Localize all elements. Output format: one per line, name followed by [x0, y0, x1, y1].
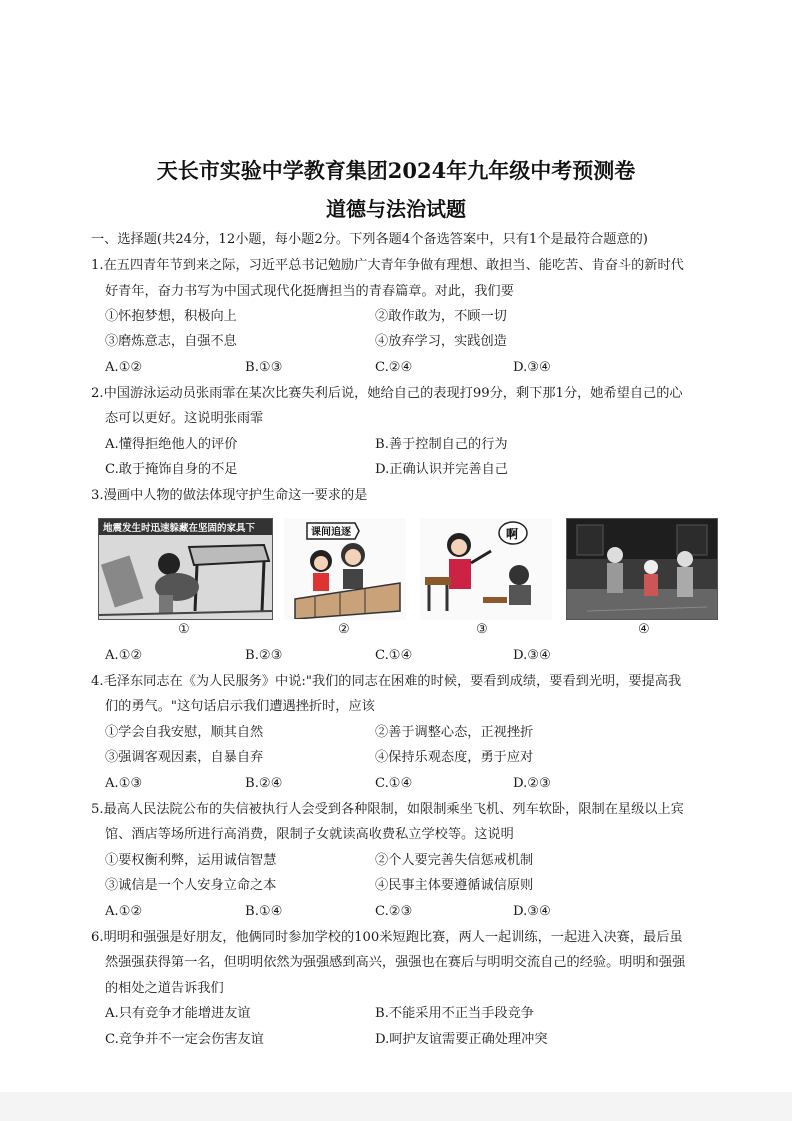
q1-option-c: C.②④: [375, 360, 413, 375]
q5-stem-line2: 馆、酒店等场所进行高消费，限制子女就读高收费私立学校等。这说明: [105, 827, 514, 842]
q4-statement-4: ④保持乐观态度，勇于应对: [375, 750, 534, 765]
q5-statement-3: ③诚信是一个人安身立命之本: [105, 878, 277, 893]
q6-option-d: D.呵护友谊需要正确处理冲突: [375, 1032, 548, 1047]
page-bottom-margin: [0, 1092, 792, 1121]
q3-stem: 3.漫画中人物的做法体现守护生命这一要求的是: [91, 488, 368, 503]
q1-statement-3: ③磨炼意志，自强不息: [105, 334, 237, 349]
q5-option-a: A.①②: [105, 904, 143, 919]
fig1-caption: 地震发生时迅速躲藏在坚固的家具下: [103, 523, 256, 534]
q6-stem-line2: 然强强获得第一名，但明明依然为强强感到高兴，强强也在赛后与明明交流自己的经验。明明和强强: [105, 955, 686, 970]
q1-option-a: A.①②: [105, 360, 143, 375]
fig2-caption: 课间追逐: [311, 527, 351, 538]
q5-option-d: D.③④: [513, 904, 551, 919]
q2-stem-line2: 态可以更好。这说明张雨霏: [105, 411, 264, 426]
q2-stem-line1: 2.中国游泳运动员张雨霏在某次比赛失利后说，她给自己的表现打99分，剩下那1分，她希望自己的心: [91, 386, 683, 401]
q2-option-a: A.懂得拒绝他人的评价: [105, 437, 238, 452]
q4-statement-1: ①学会自我安慰，顺其自然: [105, 725, 264, 740]
q1-stem-line2: 好青年，奋力书写为中国式现代化挺膺担当的青春篇章。对此，我们要: [105, 284, 514, 299]
q5-stem-line1: 5.最高人民法院公布的失信被执行人会受到各种限制，如限制乘坐飞机、列车软卧，限制在星级以上宾: [91, 802, 684, 817]
q3-option-a: A.①②: [105, 648, 143, 663]
exam-title: 天长市实验中学教育集团2024年九年级中考预测卷: [156, 158, 636, 183]
fig2-label: ②: [338, 622, 350, 637]
q4-option-d: D.②③: [513, 776, 551, 791]
q4-option-c: C.①④: [375, 776, 413, 791]
q5-statement-2: ②个人要完善失信惩戒机制: [375, 853, 534, 868]
q2-option-b: B.善于控制自己的行为: [375, 437, 508, 452]
q1-option-d: D.③④: [513, 360, 551, 375]
q5-option-b: B.①④: [245, 904, 283, 919]
q6-option-c: C.竞争并不一定会伤害友谊: [105, 1032, 264, 1047]
q2-option-d: D.正确认识并完善自己: [375, 462, 508, 477]
comic-earthquake-image: [98, 518, 273, 620]
q5-option-c: C.②③: [375, 904, 413, 919]
fig3-label: ③: [476, 622, 488, 637]
q1-statement-1: ①怀抱梦想，积极向上: [105, 309, 237, 324]
q4-option-a: A.①③: [105, 776, 143, 791]
q1-option-b: B.①③: [245, 360, 283, 375]
q6-option-b: B.不能采用不正当手段竞争: [375, 1006, 534, 1021]
fig4-label: ④: [638, 622, 650, 637]
q1-stem-line1: 1.在五四青年节到来之际，习近平总书记勉励广大青年争做有理想、敢担当、能吃苦、肯奋斗的新时代: [91, 258, 684, 273]
q6-option-a: A.只有竞争才能增进友谊: [105, 1006, 251, 1021]
q5-statement-1: ①要权衡利弊，运用诚信智慧: [105, 853, 277, 868]
comic-street-image: [566, 518, 718, 620]
q1-statement-4: ④放弃学习，实践创造: [375, 334, 507, 349]
q6-stem-line1: 6.明明和强强是好朋友，他俩同时参加学校的100米短跑比赛，两人一起训练，一起进入决赛，最后虽: [91, 930, 683, 945]
comic-shouting-image: [420, 518, 552, 620]
q3-comic-strip: [98, 518, 718, 636]
q4-statement-3: ③强调客观因素，自暴自弃: [105, 750, 264, 765]
q4-stem-line1: 4.毛泽东同志在《为人民服务》中说:"我们的同志在困难的时候，要看到成绩，要看到光明，要提高我: [91, 674, 682, 689]
comic-chasing-image: [284, 518, 406, 620]
fig3-bubble: 啊: [506, 527, 519, 541]
q4-option-b: B.②④: [245, 776, 283, 791]
q2-option-c: C.敢于掩饰自身的不足: [105, 462, 238, 477]
q3-option-b: B.②③: [245, 648, 283, 663]
q3-option-d: D.③④: [513, 648, 551, 663]
q5-statement-4: ④民事主体要遵循诚信原则: [375, 878, 534, 893]
q3-option-c: C.①④: [375, 648, 413, 663]
fig1-label: ①: [178, 622, 190, 637]
section-header: 一、选择题(共24分，12小题，每小题2分。下列各题4个备选答案中，只有1个是最符合题意的): [91, 232, 648, 247]
q1-statement-2: ②敢作敢为，不顾一切: [375, 309, 507, 324]
exam-subtitle: 道德与法治试题: [326, 197, 466, 221]
q4-statement-2: ②善于调整心态，正视挫折: [375, 725, 534, 740]
q6-stem-line3: 的相处之道告诉我们: [105, 981, 224, 996]
q4-stem-line2: 们的勇气。"这句话启示我们遭遇挫折时，应该: [105, 699, 375, 714]
